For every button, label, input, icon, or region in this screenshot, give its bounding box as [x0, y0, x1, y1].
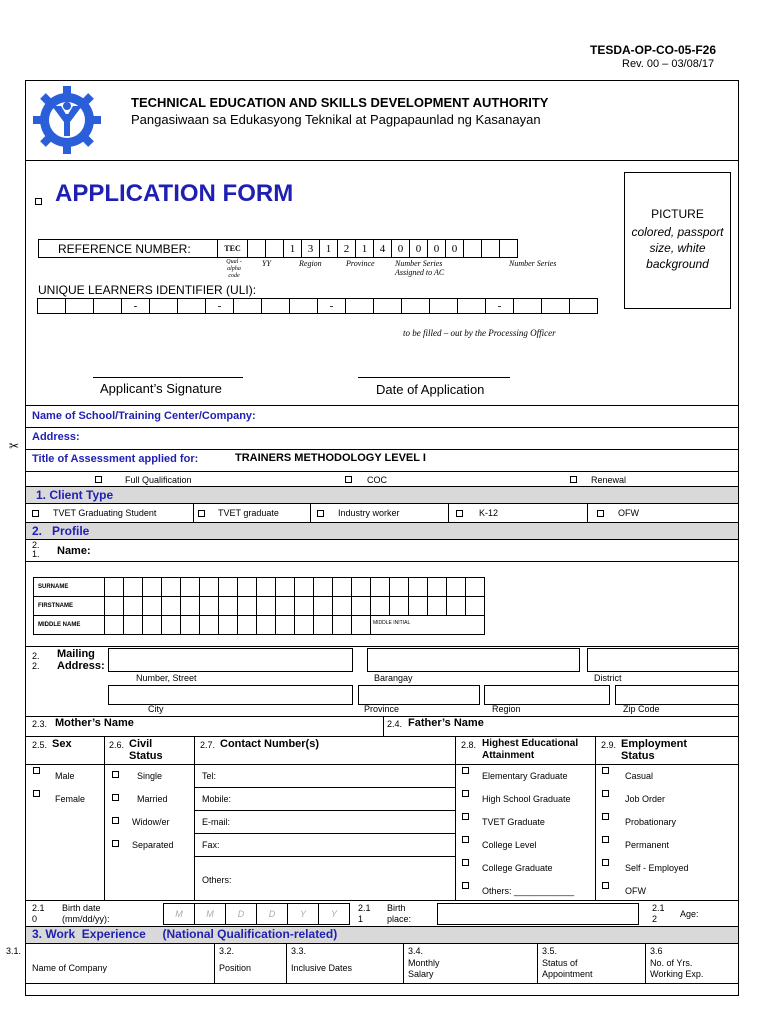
uli-cell[interactable] — [345, 298, 374, 314]
birthdate-cell[interactable]: Y — [287, 903, 319, 925]
education-option: High School Graduate — [482, 794, 571, 804]
name-cell[interactable] — [275, 577, 295, 597]
work-col-label: Status of Appointment — [542, 958, 593, 979]
reference-cell[interactable]: 3 — [301, 239, 320, 258]
reference-cell[interactable]: 1 — [355, 239, 374, 258]
scissors-icon: ✂ — [9, 439, 20, 453]
employment-checkbox[interactable] — [602, 882, 609, 889]
work-col-num: 3.3. — [291, 946, 307, 956]
uli-cell[interactable] — [65, 298, 94, 314]
name-cell[interactable] — [427, 596, 447, 616]
name-cell[interactable] — [294, 577, 314, 597]
name-cell[interactable] — [104, 577, 124, 597]
name-cell[interactable] — [351, 577, 371, 597]
name-cell[interactable] — [142, 596, 162, 616]
uli-cell[interactable] — [261, 298, 290, 314]
uli-cell[interactable] — [233, 298, 262, 314]
uli-cell[interactable] — [541, 298, 570, 314]
school-label: Name of School/Training Center/Company: — [32, 410, 256, 422]
education-option: College Graduate — [482, 863, 553, 873]
applicant-signature: Applicant’s Signature — [100, 381, 222, 396]
name-row-label: FIRSTNAME — [33, 596, 105, 616]
reference-cell[interactable]: 2 — [337, 239, 356, 258]
employment-option: Casual — [625, 771, 654, 781]
name-cell[interactable] — [237, 577, 257, 597]
form-title: APPLICATION FORM — [55, 180, 294, 207]
birthdate-cell[interactable]: Y — [318, 903, 350, 925]
name-cell[interactable] — [123, 596, 143, 616]
name-cell[interactable] — [218, 615, 238, 635]
client-ofw-checkbox[interactable] — [597, 510, 604, 517]
name-cell[interactable] — [123, 577, 143, 597]
address-label: Address: — [32, 431, 80, 443]
name-cell[interactable] — [370, 577, 390, 597]
agency-name: TECHNICAL EDUCATION AND SKILLS DEVELOPMENT AUTHORITY — [131, 95, 549, 110]
reference-cell[interactable]: 0 — [445, 239, 464, 258]
name-cell[interactable] — [180, 577, 200, 597]
birthdate-label: Birth date (mm/dd/yy): — [62, 903, 110, 924]
name-row[interactable] — [34, 578, 485, 597]
middle-initial-cell[interactable]: MIDDLE INITIAL — [370, 615, 485, 635]
civil-status-label: Civil Status — [129, 738, 163, 762]
name-cell[interactable] — [199, 615, 219, 635]
birthplace-input[interactable] — [437, 903, 639, 925]
reference-cell[interactable] — [463, 239, 482, 258]
reference-cell[interactable]: TEC — [217, 239, 248, 258]
name-cell[interactable] — [218, 577, 238, 597]
full-qualification-checkbox[interactable] — [95, 476, 102, 483]
work-col-num: 3.2. — [219, 946, 235, 956]
uli-cell[interactable] — [429, 298, 458, 314]
uli-cell[interactable] — [289, 298, 318, 314]
name-cell[interactable] — [313, 577, 333, 597]
uli-cell[interactable] — [37, 298, 66, 314]
client-k12-checkbox[interactable] — [456, 510, 463, 517]
employment-checkbox[interactable] — [602, 836, 609, 843]
name-cell[interactable] — [351, 596, 371, 616]
uli-cell[interactable] — [401, 298, 430, 314]
employment-option: Self - Employed — [625, 863, 689, 873]
assessment-label: Title of Assessment applied for: — [32, 453, 199, 465]
name-cell[interactable] — [294, 615, 314, 635]
employment-option: Permanent — [625, 840, 670, 850]
name-cell[interactable] — [332, 596, 352, 616]
birthdate-cell[interactable]: M — [194, 903, 226, 925]
name-cell[interactable] — [180, 596, 200, 616]
form-code: TESDA-OP-CO-05-F26 — [590, 43, 717, 57]
reference-cell[interactable]: 0 — [409, 239, 428, 258]
uli-cell[interactable] — [513, 298, 542, 314]
reference-cell[interactable] — [265, 239, 284, 258]
father-name-label: Father’s Name — [408, 717, 484, 729]
reference-number-cells[interactable] — [218, 239, 518, 258]
revision: Rev. 00 – 03/08/17 — [622, 58, 715, 70]
reference-label: REFERENCE NUMBER: — [58, 242, 191, 256]
employment-checkbox[interactable] — [602, 790, 609, 797]
name-row-label: MIDDLE NAME — [33, 615, 105, 635]
name-cell[interactable] — [332, 615, 352, 635]
work-col-label: No. of Yrs. Working Exp. — [650, 958, 704, 979]
name-row[interactable] — [34, 597, 485, 616]
employment-label: Employment Status — [621, 738, 688, 762]
name-cell[interactable] — [199, 596, 219, 616]
client-industry-checkbox[interactable] — [317, 510, 324, 517]
uli-cell[interactable] — [373, 298, 402, 314]
separated-checkbox[interactable] — [112, 840, 119, 847]
name-cell[interactable] — [104, 596, 124, 616]
name-cell[interactable] — [275, 615, 295, 635]
name-cell[interactable] — [465, 577, 485, 597]
name-cell[interactable] — [123, 615, 143, 635]
birthdate-cell[interactable]: M — [163, 903, 195, 925]
name-cell[interactable] — [180, 615, 200, 635]
employment-option: Probationary — [625, 817, 677, 827]
name-cell[interactable] — [313, 615, 333, 635]
name-cell[interactable] — [161, 615, 181, 635]
reference-cell[interactable] — [481, 239, 500, 258]
education-checkbox[interactable] — [462, 767, 469, 774]
name-cell[interactable] — [351, 615, 371, 635]
uli-cell[interactable]: - — [205, 298, 234, 314]
name-cell[interactable] — [465, 596, 485, 616]
work-experience-title: 3. Work Experience (National Qualification-related) — [32, 927, 338, 941]
work-col-num: 3.5. — [542, 946, 558, 956]
male-checkbox[interactable] — [33, 767, 40, 774]
single-checkbox[interactable] — [112, 771, 119, 778]
agency-name-filipino: Pangasiwaan sa Edukasyong Teknikal at Pagpapaunlad ng Kasanayan — [131, 112, 541, 127]
coc-checkbox[interactable] — [345, 476, 352, 483]
work-col-label: Monthly Salary — [408, 958, 440, 979]
uli-cell[interactable] — [93, 298, 122, 314]
work-col-num: 3.6 — [650, 946, 663, 956]
reference-cell[interactable]: 1 — [283, 239, 302, 258]
name-cell[interactable] — [408, 577, 428, 597]
contact-label: Contact Number(s) — [220, 738, 320, 750]
widow-checkbox[interactable] — [112, 817, 119, 824]
education-checkbox[interactable] — [462, 836, 469, 843]
employment-checkbox[interactable] — [602, 859, 609, 866]
name-cell[interactable] — [161, 596, 181, 616]
education-label: Highest Educational Attainment — [482, 738, 579, 761]
name-cell[interactable] — [256, 596, 276, 616]
work-col-label: Position — [219, 963, 252, 973]
name-cell[interactable] — [294, 596, 314, 616]
district-input[interactable] — [587, 648, 739, 672]
work-col-num: 3.4. — [408, 946, 424, 956]
name-row-label: SURNAME — [33, 577, 105, 597]
barangay-input[interactable] — [367, 648, 580, 672]
work-col-label: Inclusive Dates — [291, 963, 353, 973]
client-graduating-checkbox[interactable] — [32, 510, 39, 517]
education-checkbox[interactable] — [462, 859, 469, 866]
zip-input[interactable] — [615, 685, 739, 705]
name-cell[interactable] — [446, 596, 466, 616]
checkbox-icon — [35, 198, 42, 205]
birthdate-cell[interactable]: D — [256, 903, 288, 925]
assessment-value[interactable]: TRAINERS METHODOLOGY LEVEL I — [235, 452, 426, 464]
female-checkbox[interactable] — [33, 790, 40, 797]
renewal-checkbox[interactable] — [570, 476, 577, 483]
education-option: College Level — [482, 840, 537, 850]
birthdate-cell[interactable]: D — [225, 903, 257, 925]
uli-cell[interactable] — [149, 298, 178, 314]
mother-name-label: Mother’s Name — [55, 717, 134, 729]
education-checkbox[interactable] — [462, 813, 469, 820]
region-input[interactable] — [484, 685, 610, 705]
reference-cell[interactable] — [499, 239, 518, 258]
birthplace-label: Birth place: — [387, 903, 412, 924]
name-cell[interactable] — [427, 577, 447, 597]
education-checkbox[interactable] — [462, 882, 469, 889]
employment-option: Job Order — [625, 794, 666, 804]
tesda-logo — [32, 84, 102, 156]
name-cell[interactable] — [237, 615, 257, 635]
education-checkbox[interactable] — [462, 790, 469, 797]
reference-cell[interactable]: 0 — [427, 239, 446, 258]
processing-note: to be filled – out by the Processing Officer — [403, 328, 556, 338]
employment-checkbox[interactable] — [602, 767, 609, 774]
name-cell[interactable] — [142, 615, 162, 635]
name-cell[interactable] — [199, 577, 219, 597]
reference-cell[interactable]: 1 — [319, 239, 338, 258]
street-input[interactable] — [108, 648, 353, 672]
city-input[interactable] — [108, 685, 353, 705]
name-cell[interactable] — [237, 596, 257, 616]
uli-cell[interactable] — [177, 298, 206, 314]
name-label: Name: — [57, 545, 91, 557]
uli-cell[interactable]: - — [317, 298, 346, 314]
name-row[interactable] — [34, 616, 485, 635]
client-type-title: 1. Client Type — [36, 488, 114, 502]
name-cell[interactable] — [408, 596, 428, 616]
name-cell[interactable] — [332, 577, 352, 597]
name-cell[interactable] — [218, 596, 238, 616]
employment-checkbox[interactable] — [602, 813, 609, 820]
name-cell[interactable] — [446, 577, 466, 597]
age-label: Age: — [680, 909, 699, 919]
birthdate-cells[interactable] — [164, 903, 350, 925]
name-cell[interactable] — [275, 596, 295, 616]
education-option: Elementary Graduate — [482, 771, 568, 781]
name-cell[interactable] — [389, 577, 409, 597]
uli-cell[interactable] — [457, 298, 486, 314]
uli-label: UNIQUE LEARNERS IDENTIFIER (ULI): — [38, 283, 257, 297]
sex-label: Sex — [52, 738, 72, 750]
name-cell[interactable] — [161, 577, 181, 597]
reference-cell[interactable]: 4 — [373, 239, 392, 258]
profile-title: 2. Profile — [32, 524, 90, 538]
date-of-application: Date of Application — [376, 382, 485, 397]
name-cell[interactable] — [313, 596, 333, 616]
uli-cell[interactable]: - — [121, 298, 150, 314]
client-graduate-checkbox[interactable] — [198, 510, 205, 517]
uli-cells[interactable] — [38, 298, 598, 314]
province-input[interactable] — [358, 685, 480, 705]
picture-desc: colored, passport size, white background — [631, 225, 724, 271]
name-cell[interactable] — [370, 596, 390, 616]
picture-label: PICTURE — [651, 207, 704, 221]
uli-cell[interactable]: - — [485, 298, 514, 314]
reference-cell[interactable]: 0 — [391, 239, 410, 258]
name-cell[interactable] — [256, 615, 276, 635]
name-cell[interactable] — [389, 596, 409, 616]
employment-option: OFW — [625, 886, 646, 896]
reference-cell[interactable] — [247, 239, 266, 258]
name-cell[interactable] — [142, 577, 162, 597]
uli-cell[interactable] — [569, 298, 598, 314]
education-option: TVET Graduate — [482, 817, 545, 827]
work-col-label: Name of Company — [32, 963, 108, 973]
name-cell[interactable] — [104, 615, 124, 635]
education-option: Others: ____________ — [482, 886, 575, 896]
mailing-address-label: Mailing Address: — [57, 648, 105, 672]
married-checkbox[interactable] — [112, 794, 119, 801]
name-cell[interactable] — [256, 577, 276, 597]
